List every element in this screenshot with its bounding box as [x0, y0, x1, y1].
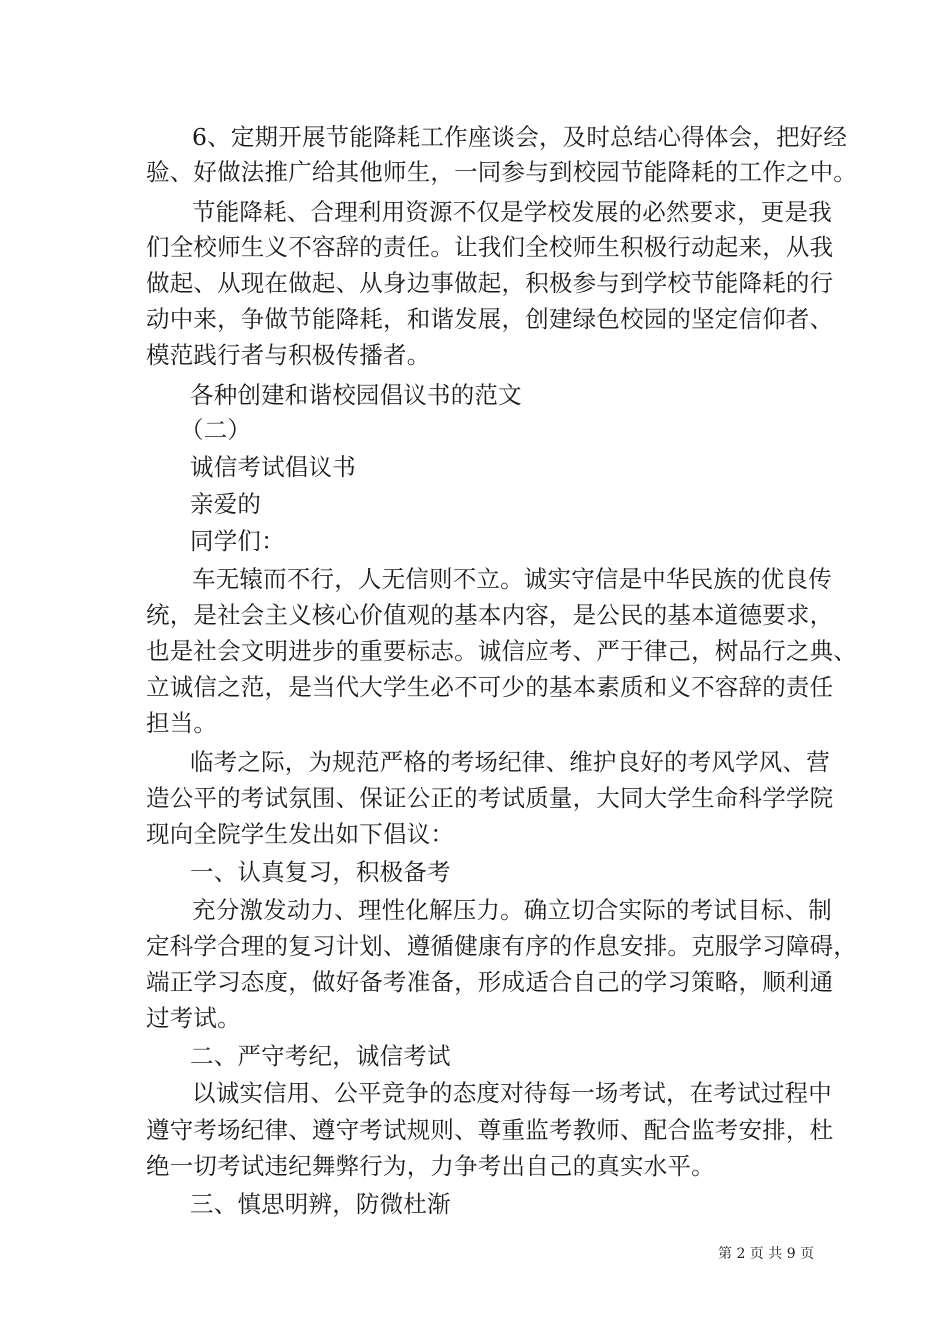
paragraph-line: 也是社会文明进步的重要标志。诚信应考、严于律己，树品行之典、 — [146, 637, 857, 665]
paragraph-line: 过考试。 — [146, 1004, 241, 1032]
paragraph-line: 充分激发动力、理性化解压力。确立切合实际的考试目标、制 — [192, 896, 832, 924]
paragraph-line: 绝一切考试违纪舞弊行为，力争考出自己的真实水平。 — [146, 1152, 715, 1180]
paragraph-line: 动中来，争做节能降耗，和谐发展，创建绿色校园的坚定信仰者、 — [146, 305, 834, 333]
paragraph-line: 统，是社会主义核心价值观的基本内容，是公民的基本道德要求， — [146, 601, 834, 629]
section-heading: 三、慎思明辨，防微杜渐 — [190, 1190, 451, 1218]
paragraph-line: 6、定期开展节能降耗工作座谈会，及时总结心得体会，把好经 — [192, 123, 848, 151]
paragraph-line: 节能降耗、合理利用资源不仅是学校发展的必然要求，更是我 — [192, 198, 832, 226]
section-heading: 一、认真复习，积极备考 — [190, 858, 451, 886]
paragraph-line: 造公平的考试氛围、保证公正的考试质量，大同大学生命科学学院 — [146, 784, 834, 812]
proposal-title: 诚信考试倡议书 — [190, 453, 356, 481]
paragraph-line: 们全校师生义不容辞的责任。让我们全校师生积极行动起来，从我 — [146, 233, 834, 261]
section-heading: 二、严守考纪，诚信考试 — [190, 1042, 451, 1070]
paragraph-line: 以诚实信用、公平竞争的态度对待每一场考试，在考试过程中 — [192, 1079, 832, 1107]
paragraph-line: 做起、从现在做起、从身边事做起，积极参与到学校节能降耗的行 — [146, 269, 834, 297]
salutation-line: 亲爱的 — [190, 490, 262, 518]
salutation-line: 同学们： — [190, 527, 285, 555]
section-number: （二） — [180, 416, 252, 444]
paragraph-line: 端正学习态度，做好备考准备，形成适合自己的学习策略，顺利通 — [146, 968, 834, 996]
paragraph-line: 定科学合理的复习计划、遵循健康有序的作息安排。克服学习障碍， — [146, 932, 857, 960]
paragraph-line: 车无辕而不行，人无信则不立。诚实守信是中华民族的优良传 — [192, 565, 832, 593]
section-heading: 各种创建和谐校园倡议书的范文 — [190, 381, 522, 409]
page-number-footer: 第 2 页 共 9 页 — [718, 1246, 815, 1262]
paragraph-line: 现向全院学生发出如下倡议： — [146, 820, 455, 848]
paragraph-line: 担当。 — [146, 709, 218, 737]
paragraph-line: 模范践行者与积极传播者。 — [146, 341, 431, 369]
paragraph-line: 验、好做法推广给其他师生，一同参与到校园节能降耗的工作之中。 — [146, 158, 857, 186]
paragraph-line: 临考之际，为规范严格的考场纪律、维护良好的考风学风、营 — [190, 748, 830, 776]
paragraph-line: 遵守考场纪律、遵守考试规则、尊重监考教师、配合监考安排，杜 — [146, 1116, 834, 1144]
paragraph-line: 立诚信之范，是当代大学生必不可少的基本素质和义不容辞的责任 — [146, 673, 834, 701]
